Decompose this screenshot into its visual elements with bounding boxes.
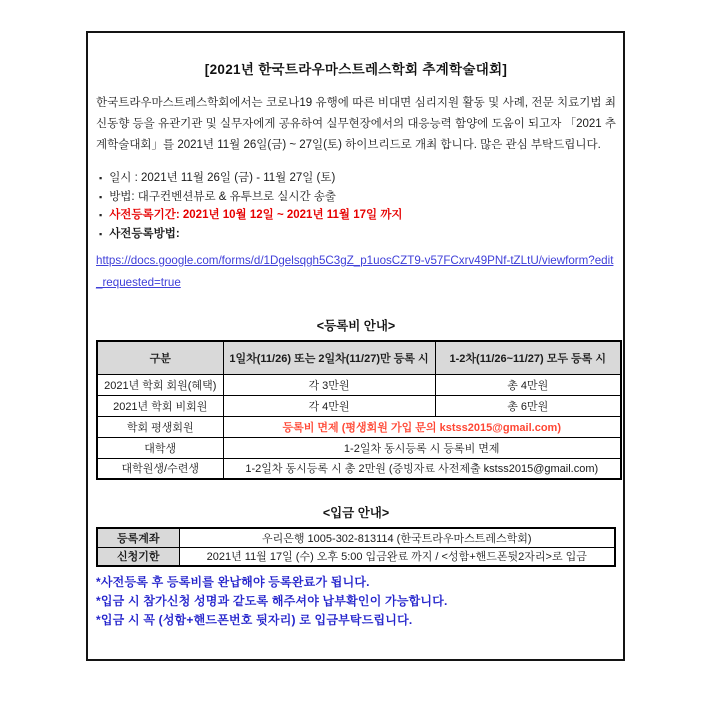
announcement-box bbox=[86, 31, 625, 661]
table-row-graduate-trainee bbox=[97, 458, 621, 479]
table-row-undergraduate bbox=[97, 437, 621, 458]
table-row-nonmember bbox=[97, 395, 621, 416]
fee-table bbox=[96, 340, 622, 480]
payment-section-heading: <입금 안내> bbox=[322, 506, 390, 520]
list-item-preregistration-method bbox=[96, 225, 616, 244]
cell-undergraduate-fee: 1-2일차 동시등록 시 등록비 면제 bbox=[223, 437, 621, 458]
fee-header-category: 구분 bbox=[97, 341, 223, 374]
cell-both-days-fee: 총 4만원 bbox=[435, 374, 621, 395]
table-row-member bbox=[97, 374, 621, 395]
list-item-method bbox=[96, 188, 616, 207]
cell-category: 학회 평생회원 bbox=[97, 416, 223, 437]
bullet-icon: ▪ bbox=[99, 173, 103, 183]
bullet-icon: ▪ bbox=[99, 191, 103, 202]
cell-lifetime-fee-notice: 등록비 면제 (평생회원 가입 문의 kstss2015@gmail.com) bbox=[223, 416, 621, 437]
list-item-preregistration-period bbox=[96, 206, 616, 225]
list-item-date bbox=[96, 169, 616, 188]
cell-category: 대학생 bbox=[97, 437, 223, 458]
cell-graduate-fee: 1-2일차 동시등록 시 총 2만원 (증빙자료 사전제출 kstss2015@gmail.com) bbox=[223, 458, 621, 479]
table-row-lifetime-member bbox=[97, 416, 621, 437]
fee-section-heading: <등록비 안내> bbox=[316, 319, 396, 333]
footnote-complete-registration: *사전등록 후 등록비를 완납해야 등록완료가 됩니다. bbox=[96, 575, 370, 589]
cell-single-day-fee: 각 4만원 bbox=[223, 395, 435, 416]
footnotes bbox=[96, 573, 616, 630]
cell-category: 2021년 학회 비회원 bbox=[97, 395, 223, 416]
intro-paragraph: 한국트라우마스트레스학회에서는 코로나19 유행에 따른 비대면 심리지원 활동 및 사례, 전문 치료기법 최신동향 등을 유관기관 및 실무자에게 공유하여 실무현장에서의 대응능력 함양에 도움이 되고자 「2021 추계학술대회」를 2021년 11월 26일(금) ~ 27일(토) 하이브리드로 개최 합니다. 많은 관심 부탁드립니다. bbox=[96, 97, 616, 151]
bullet-icon: ▪ bbox=[99, 228, 103, 239]
footnote-name-match: *입금 시 참가신청 성명과 같도록 해주셔야 납부확인이 가능합니다. bbox=[96, 594, 448, 608]
footnote-deposit-format: *입금 시 꼭 (성함+핸드폰번호 뒷자리) 로 입금부탁드립니다. bbox=[96, 613, 413, 627]
table-row-deadline bbox=[97, 547, 615, 566]
preregistration-method-label: 사전등록방법: bbox=[109, 227, 180, 240]
page-title: [2021년 한국트라우마스트레스학회 추계학술대회] bbox=[204, 62, 508, 77]
cell-category: 2021년 학회 회원(혜택) bbox=[97, 374, 223, 395]
payment-account-label: 등록계좌 bbox=[97, 528, 179, 547]
preregistration-period-text: 사전등록기간: 2021년 10월 12일 ~ 2021년 11월 17일 까지 bbox=[109, 209, 403, 221]
fee-header-both-days: 1-2차(11/26~11/27) 모두 등록 시 bbox=[435, 341, 621, 374]
payment-deadline-label: 신청기한 bbox=[97, 547, 179, 566]
fee-table-header-row bbox=[97, 341, 621, 374]
event-date-text: 일시 : 2021년 11월 26일 (금) - 11월 27일 (토) bbox=[109, 172, 336, 184]
payment-account-value: 우리은행 1005-302-813114 (한국트라우마스트레스학회) bbox=[179, 528, 615, 547]
payment-deadline-value: 2021년 11월 17일 (수) 오후 5:00 입금완료 까지 / <성함+핸드폰뒷2자리>로 입금 bbox=[179, 547, 615, 566]
cell-category: 대학원생/수련생 bbox=[97, 458, 223, 479]
registration-form-link[interactable]: https://docs.google.com/forms/d/1Dgelsqgh5C3gZ_p1uosCZT9-v57FCxrv49PNf-tZLtU/viewform?edit_requested=true bbox=[96, 254, 614, 289]
event-method-text: 방법: 대구컨벤션뷰로 & 유투브로 실시간 송출 bbox=[109, 190, 337, 203]
payment-table bbox=[96, 527, 616, 567]
cell-both-days-fee: 총 6만원 bbox=[435, 395, 621, 416]
cell-single-day-fee: 각 3만원 bbox=[223, 374, 435, 395]
fee-header-single-day: 1일차(11/26) 또는 2일차(11/27)만 등록 시 bbox=[223, 341, 435, 374]
bullet-icon: ▪ bbox=[99, 210, 103, 220]
table-row-account bbox=[97, 528, 615, 547]
event-info-list bbox=[96, 169, 616, 243]
